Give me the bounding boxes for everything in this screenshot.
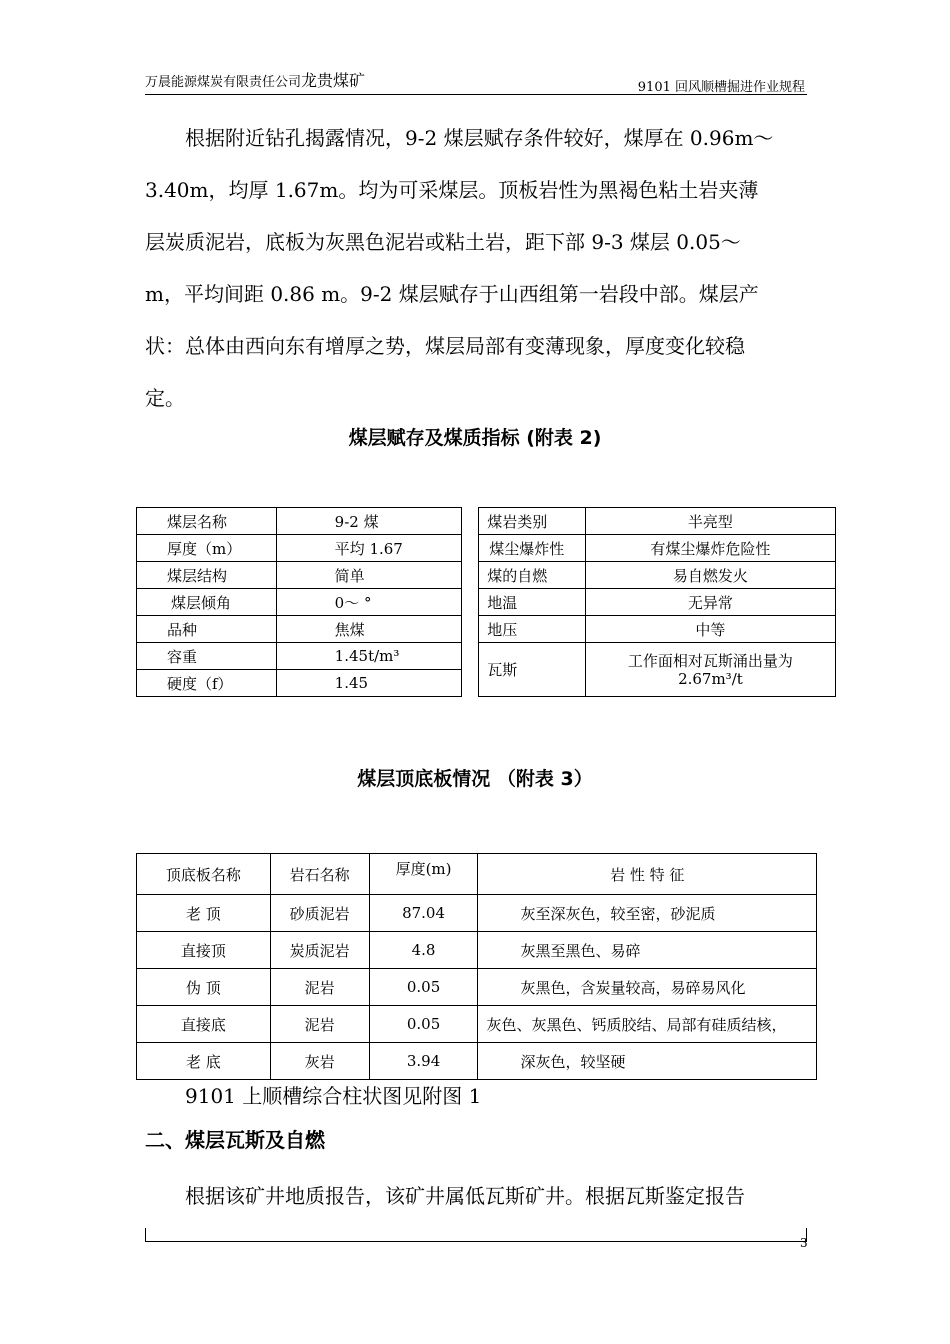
table-gap [462, 589, 479, 616]
table-cell: 老 底 [137, 1043, 271, 1080]
table-header-cell: 岩石名称 [270, 854, 369, 895]
paragraph-gas [145, 1170, 807, 1222]
table-cell: 煤层名称 [137, 508, 277, 535]
table-cell: 炭质泥岩 [270, 932, 369, 969]
table-cell: 品种 [137, 616, 277, 643]
table-cell: 焦煤 [276, 616, 462, 643]
roof-floor-table [136, 853, 817, 1080]
table-gap [462, 643, 479, 697]
paragraph-line: 根据附近钻孔揭露情况，9-2 煤层赋存条件较好，煤厚在 0.96m～ [185, 126, 774, 150]
table-cell: 0.05 [369, 969, 478, 1006]
table-cell: 灰至深灰色，较至密，砂泥质 [478, 895, 817, 932]
table-gap [462, 535, 479, 562]
header-company [145, 68, 365, 91]
header-rule [145, 94, 807, 95]
table-cell: 砂质泥岩 [270, 895, 369, 932]
paragraph-line: 状：总体由西向东有增厚之势，煤层局部有变薄现象，厚度变化较稳 [145, 334, 745, 358]
table-row [137, 932, 817, 969]
table-row [137, 1006, 817, 1043]
table-cell: 伪 顶 [137, 969, 271, 1006]
table-cell: 地压 [479, 616, 586, 643]
table-row [137, 589, 836, 616]
table-cell: 半亮型 [585, 508, 835, 535]
footer-rule [145, 1228, 807, 1242]
table-cell: 泥岩 [270, 969, 369, 1006]
mine-name: 龙贵煤矿 [301, 71, 366, 90]
paragraph-line: 层炭质泥岩，底板为灰黑色泥岩或粘土岩，距下部 9-3 煤层 0.05～ [145, 230, 741, 254]
table-cell: 直接顶 [137, 932, 271, 969]
table-cell: 0～ ° [276, 589, 462, 616]
table-row [137, 969, 817, 1006]
table-header-cell: 厚度(m) [369, 854, 478, 895]
table-row [137, 616, 836, 643]
table-cell: 煤层倾角 [137, 589, 277, 616]
table-cell: 4.8 [369, 932, 478, 969]
table-cell: 厚度（m） [137, 535, 277, 562]
table-gap [462, 508, 479, 535]
table-gap [462, 562, 479, 589]
table-header-cell: 顶底板名称 [137, 854, 271, 895]
table-cell: 泥岩 [270, 1006, 369, 1043]
table-row [137, 643, 836, 670]
gas-label: 工作面相对瓦斯涌出量为 [627, 651, 793, 670]
table-cell: 煤层结构 [137, 562, 277, 589]
table-cell: 地温 [479, 589, 586, 616]
table-cell: 硬度（f） [137, 670, 277, 697]
table-cell: 直接底 [137, 1006, 271, 1043]
table-cell: 老 顶 [137, 895, 271, 932]
table-cell: 深灰色，较坚硬 [478, 1043, 817, 1080]
table-cell: 简单 [276, 562, 462, 589]
table-cell: 0.05 [369, 1006, 478, 1043]
paragraph-coal-seam [145, 112, 807, 424]
paragraph-line: 根据该矿井地质报告，该矿井属低瓦斯矿井。根据瓦斯鉴定报告 [185, 1184, 745, 1208]
coal-quality-table [136, 507, 836, 697]
note-text [145, 1070, 807, 1122]
table-cell: 灰色、灰黑色、钙质胶结、局部有硅质结核， [478, 1006, 817, 1043]
table-row [137, 535, 836, 562]
table-cell: 煤尘爆炸性 [479, 535, 586, 562]
paragraph-line: 定。 [145, 386, 185, 410]
table-cell: 1.45t/m³ [276, 643, 462, 670]
company-name: 万晨能源煤炭有限责任公司 [145, 75, 302, 90]
table-cell: 瓦斯 [479, 643, 586, 697]
table-cell: 3.94 [369, 1043, 478, 1080]
table-row [137, 562, 836, 589]
note-line: 9101 上顺槽综合柱状图见附图 1 [185, 1084, 482, 1108]
table-cell: 1.45 [276, 670, 462, 697]
table-cell: 灰黑至黑色、易碎 [478, 932, 817, 969]
table-row [137, 508, 836, 535]
page-number: 3 [800, 1236, 808, 1250]
table-cell: 容重 [137, 643, 277, 670]
table-cell: 中等 [585, 616, 835, 643]
table-cell: 有煤尘爆炸危险性 [585, 535, 835, 562]
paragraph-line: 3.40m，均厚 1.67m。均为可采煤层。顶板岩性为黑褐色粘土岩夹薄 [145, 178, 759, 202]
table3-caption: 煤层顶底板情况 （附表 3） [357, 768, 593, 790]
table-cell: 87.04 [369, 895, 478, 932]
section-title: 二、煤层瓦斯及自燃 [145, 1128, 325, 1152]
gas-value: 2.67m³/t [678, 669, 743, 688]
table-header-row [137, 854, 817, 895]
table-row [137, 895, 817, 932]
table-gap [462, 616, 479, 643]
header-doc-title: 9101 回风顺槽掘进作业规程 [637, 80, 805, 95]
table-cell: 无异常 [585, 589, 835, 616]
table-cell: 9-2 煤 [276, 508, 462, 535]
table-cell: 易自燃发火 [585, 562, 835, 589]
table2-caption: 煤层赋存及煤质指标 (附表 2) [348, 427, 602, 449]
table-cell: 灰岩 [270, 1043, 369, 1080]
paragraph-line: m，平均间距 0.86 m。9-2 煤层赋存于山西组第一岩段中部。煤层产 [145, 282, 759, 306]
table-cell: 灰黑色，含炭量较高，易碎易风化 [478, 969, 817, 1006]
table-header-cell: 岩 性 特 征 [478, 854, 817, 895]
table-cell: 煤的自燃 [479, 562, 586, 589]
table-cell-gas [585, 643, 835, 697]
table-cell: 平均 1.67 [276, 535, 462, 562]
table-cell: 煤岩类别 [479, 508, 586, 535]
